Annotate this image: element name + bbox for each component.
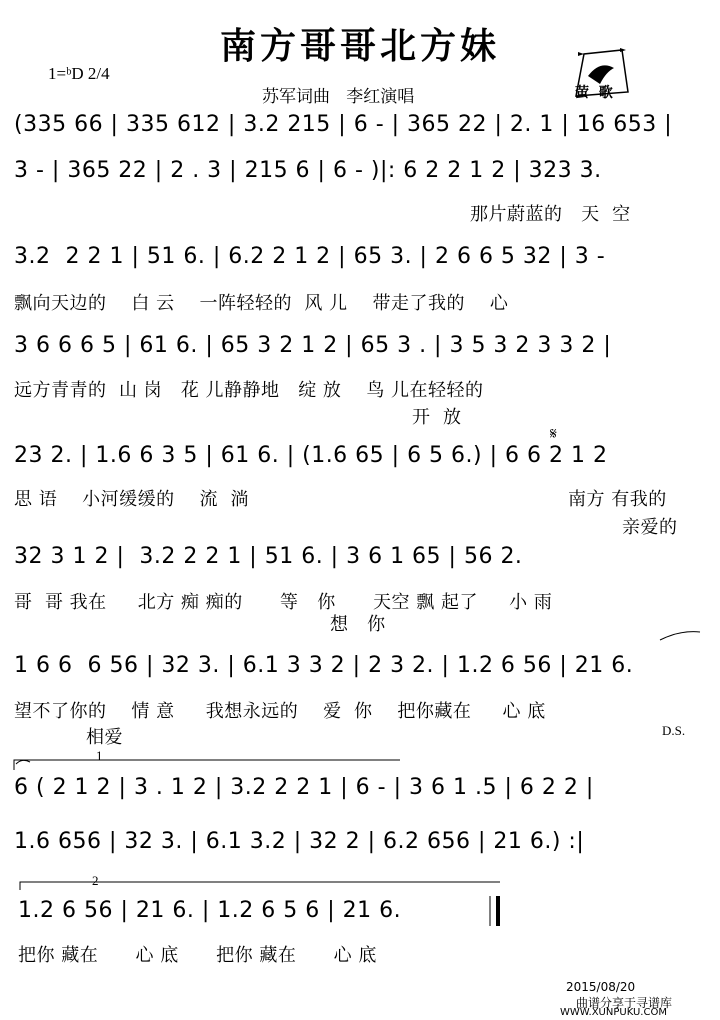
lyrics-row-5: 思 语 小河缓缓的 流 淌 xyxy=(14,489,249,510)
song-title: 南方哥哥北方妹 xyxy=(219,26,500,67)
lyrics-row-4-alt: 开 放 xyxy=(412,407,462,428)
lyrics-row-6: 哥 哥 我在 北方 痴 痴的 等 你 天空 飘 起了 小 雨 xyxy=(14,592,553,613)
key-signature: 1=ᵇD 2/4 xyxy=(48,64,110,83)
score-row-2: 3 - | 365 22 | 2 . 3 | 215 6 | 6 - )|: 6 2 2 1 2 | 323 3. xyxy=(14,158,602,183)
lyrics-row-4: 远方青青的 山 岗 花 儿静静地 绽 放 鸟 儿在轻轻的 xyxy=(14,380,484,401)
ds-mark: D.S. xyxy=(662,723,686,738)
credits: 苏军词曲 李红演唱 xyxy=(262,87,415,107)
lyrics-row-3: 飘向天边的 白 云 一阵轻轻的 风 儿 带走了我的 心 xyxy=(14,293,509,314)
footer-source: 曲谱分享于寻谱库 xyxy=(576,996,673,1010)
lyrics-row-5-alt: 亲爱的 xyxy=(622,517,678,538)
volta-2-number: 2 xyxy=(92,873,99,888)
lyrics-row-7: 望不了你的 情 意 我想永远的 爱 你 把你藏在 心 底 xyxy=(14,701,546,722)
score-row-5: 23 2. | 1.6 6 3 5 | 61 6. | (1.6 65 | 6 5 6.) | 6 6 2 1 2 xyxy=(14,443,608,468)
segno-sign: 𝄋 xyxy=(550,424,557,443)
lyrics-row-2: 那片蔚蓝的 天 空 xyxy=(470,204,631,225)
score-row-7: 1 6 6 6 56 | 32 3. | 6.1 3 3 2 | 2 3 2. | 1.2 6 56 | 21 6. xyxy=(14,653,634,678)
logo-text: 萤 歌 xyxy=(575,85,613,101)
lyrics-row-6-alt: 想 你 xyxy=(330,614,386,635)
footer-url[interactable]: WWW.XUNPUKU.COM xyxy=(560,1007,667,1018)
score-row-3: 3.2 2 2 1 | 51 6. | 6.2 2 1 2 | 65 3. | 2 6 6 5 32 | 3 - xyxy=(14,244,606,269)
score-row-10: 1.2 6 56 | 21 6. | 1.2 6 5 6 | 21 6. xyxy=(18,898,402,923)
score-row-6: 32 3 1 2 | 3.2 2 2 1 | 51 6. | 3 6 1 65 | 56 2. xyxy=(14,544,523,569)
volta-1-number: 1 xyxy=(96,748,103,763)
score-row-4: 3 6 6 6 5 | 61 6. | 65 3 2 1 2 | 65 3 . | 3 5 3 2 3 3 2 | xyxy=(14,333,612,358)
score-row-8: 6 ( 2 1 2 | 3 . 1 2 | 3.2 2 2 1 | 6 - | 3 6 1 .5 | 6 2 2 | xyxy=(14,775,594,800)
lyrics-row-5-right: 南方 有我的 xyxy=(568,489,667,510)
score-row-9: 1.6 656 | 32 3. | 6.1 3.2 | 32 2 | 6.2 656 | 21 6.) :| xyxy=(14,829,585,854)
lyrics-row-7-alt: 相爱 xyxy=(86,727,123,748)
score-row-1: (335 66 | 335 612 | 3.2 215 | 6 - | 365 22 | 2. 1 | 16 653 | xyxy=(14,112,673,137)
lyrics-row-10: 把你 藏在 心 底 把你 藏在 心 底 xyxy=(18,945,377,966)
footer-date: 2015/08/20 xyxy=(566,980,636,994)
